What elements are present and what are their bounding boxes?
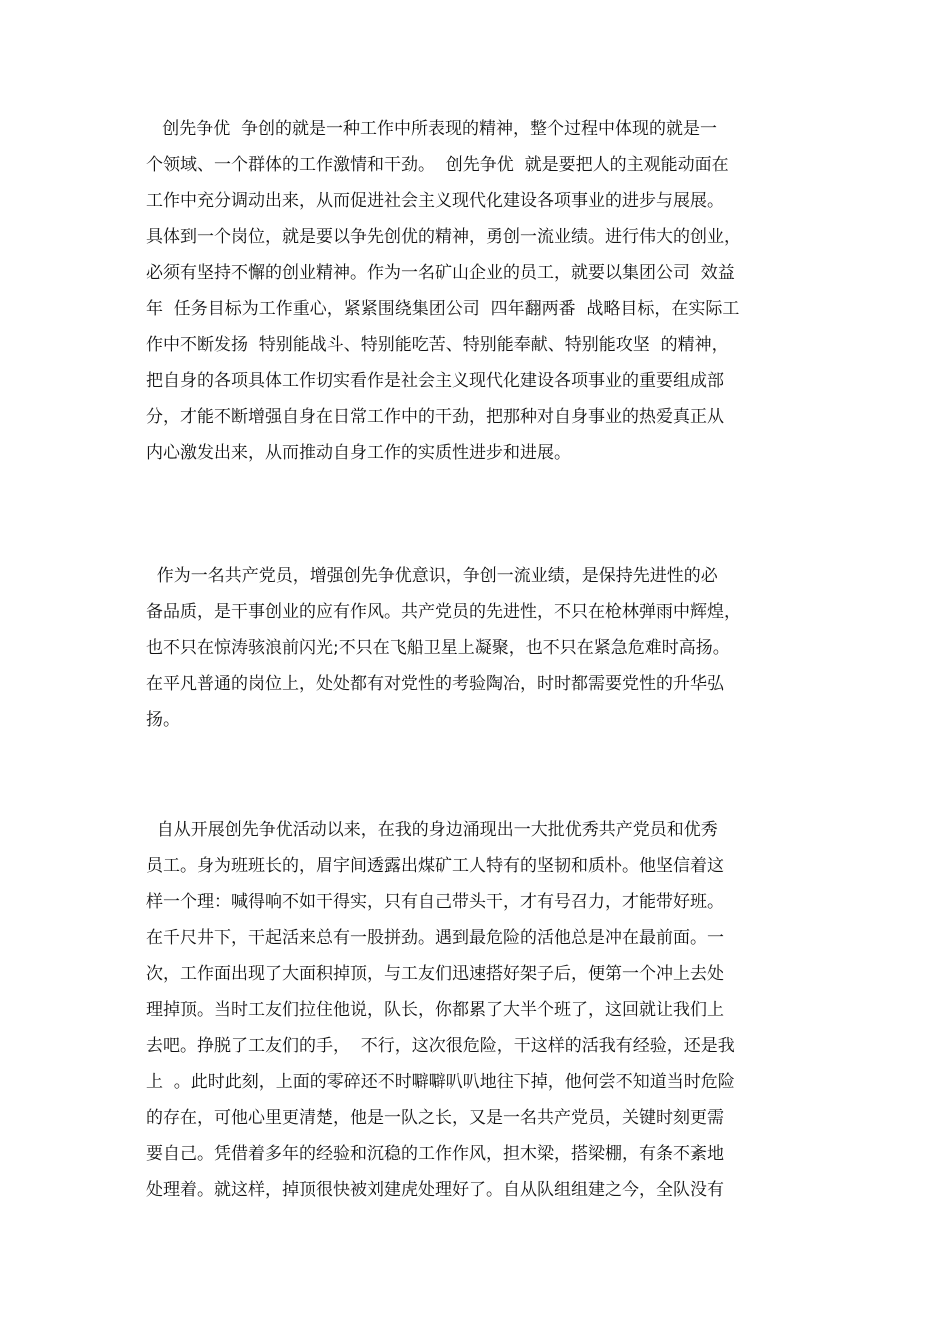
text-line: 处理着。就这样，掉顶很快被刘建虎处理好了。自从队组组建之今，全队没有 — [146, 1180, 724, 1200]
text-line: 理掉顶。当时工友们拉住他说，队长，你都累了大半个班了，这回就让我们上 — [146, 1000, 724, 1020]
text-line: 的存在，可他心里更清楚，他是一队之长，又是一名共产党员，关键时刻更需 — [146, 1108, 724, 1128]
text-line: 分，才能不断增强自身在日常工作中的干劲，把那种对自身事业的热爱真正从 — [146, 407, 724, 427]
text-line: 创先争优 争创的就是一种工作中所表现的精神，整个过程中体现的就是一 — [146, 119, 718, 139]
text-line: 把自身的各项具体工作切实看作是社会主义现代化建设各项事业的重要组成部 — [146, 371, 724, 391]
text-line: 必须有坚持不懈的创业精神。作为一名矿山企业的员工，就要以集团公司 效益 — [146, 263, 735, 283]
text-line: 自从开展创先争优活动以来，在我的身边涌现出一大批优秀共产党员和优秀 — [146, 820, 718, 840]
text-line: 个领域、一个群体的工作激情和干劲。 创先争优 就是要把人的主观能动面在 — [146, 155, 729, 175]
text-line: 去吧。挣脱了工友们的手， 不行，这次很危险，干这样的活我有经验，还是我 — [146, 1036, 735, 1056]
text-line: 在平凡普通的岗位上，处处都有对党性的考验陶冶，时时都需要党性的升华弘 — [146, 674, 724, 694]
text-line: 具体到一个岗位，就是要以争先创优的精神，勇创一流业绩。进行伟大的创业， — [146, 227, 741, 247]
text-line: 样一个理：喊得响不如干得实，只有自己带头干，才有号召力，才能带好班。 — [146, 892, 724, 912]
text-line: 扬。 — [146, 710, 180, 730]
text-line: 上 。此时此刻，上面的零碎还不时噼噼叭叭地往下掉，他何尝不知道当时危险 — [146, 1072, 735, 1092]
text-line: 作为一名共产党员，增强创先争优意识，争创一流业绩，是保持先进性的必 — [146, 566, 718, 586]
text-line: 次，工作面出现了大面积掉顶，与工友们迅速搭好架子后，便第一个冲上去处 — [146, 964, 724, 984]
text-line: 在千尺井下，干起活来总有一股拼劲。遇到最危险的活他总是冲在最前面。一 — [146, 928, 724, 948]
text-line: 作中不断发扬 特别能战斗、特别能吃苦、特别能奉献、特别能攻坚 的精神， — [146, 335, 729, 355]
text-line: 年 任务目标为工作重心，紧紧围绕集团公司 四年翻两番 战略目标，在实际工 — [146, 299, 740, 319]
text-line: 也不只在惊涛骇浪前闪光;不只在飞船卫星上凝聚，也不只在紧急危难时高扬。 — [146, 638, 730, 658]
text-line: 内心激发出来，从而推动自身工作的实质性进步和进展。 — [146, 443, 571, 463]
text-line: 要自己。凭借着多年的经验和沉稳的工作作风，担木梁，搭梁棚，有条不紊地 — [146, 1144, 724, 1164]
text-line: 备品质，是干事创业的应有作风。共产党员的先进性，不只在枪林弹雨中辉煌， — [146, 602, 741, 622]
text-line: 工作中充分调动出来，从而促进社会主义现代化建设各项事业的进步与展展。 — [146, 191, 724, 211]
text-line: 员工。身为班班长的，眉宇间透露出煤矿工人特有的坚韧和质朴。他坚信着这 — [146, 856, 724, 876]
